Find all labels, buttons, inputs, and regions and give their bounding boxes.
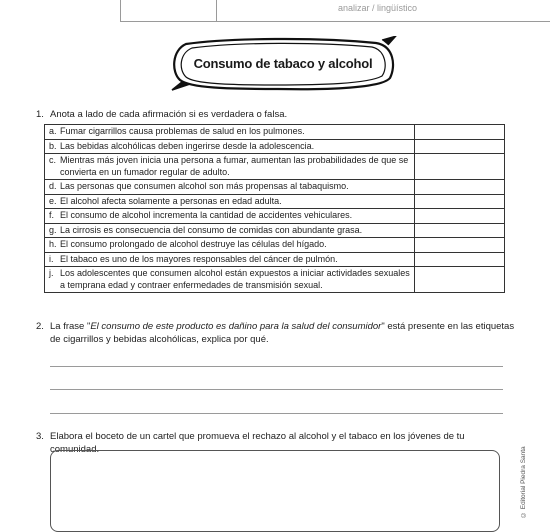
- question-text: Anota a lado de cada afirmación si es verdadera o falsa.: [50, 109, 288, 120]
- table-row: [45, 223, 505, 238]
- statement-cell: [45, 125, 415, 140]
- table-row: [45, 154, 505, 180]
- title-banner: [168, 36, 398, 92]
- table-row: [45, 252, 505, 267]
- question-suffix: " está presente en las etiquetas de cigarrillos y bebidas alcohólicas, explica por qué.: [50, 321, 515, 345]
- statement-letter: a.: [49, 126, 57, 136]
- table-row: [45, 238, 505, 253]
- header-column-divider: [120, 0, 121, 21]
- statement-cell: [45, 209, 415, 224]
- statement-text: Las bebidas alcohólicas deben ingerirse desde la adolescencia.: [60, 140, 315, 151]
- answer-cell[interactable]: [415, 209, 505, 224]
- statement-text: Fumar cigarrillos causa problemas de salud en los pulmones.: [60, 126, 305, 136]
- answer-cell[interactable]: [415, 223, 505, 238]
- true-false-table: [44, 124, 505, 293]
- statement-letter: d.: [49, 181, 57, 191]
- statement-letter: b.: [49, 140, 57, 151]
- statement-cell: [45, 180, 415, 195]
- statement-text: Mientras más joven inicia una persona a fumar, aumentan las probabilidades de que se convierta en un fumador regular de adulto.: [60, 155, 409, 177]
- answer-cell[interactable]: [415, 139, 505, 154]
- table-row: [45, 125, 505, 140]
- statement-letter: g.: [49, 224, 57, 235]
- header-column-divider: [216, 0, 217, 21]
- answer-cell[interactable]: [415, 252, 505, 267]
- statement-letter: e.: [49, 195, 57, 206]
- answer-cell[interactable]: [415, 154, 505, 180]
- header-strip: [0, 0, 550, 22]
- question-number: 2.: [36, 321, 44, 332]
- question-number: 3.: [36, 431, 44, 442]
- statement-letter: j.: [49, 268, 54, 278]
- statement-letter: h.: [49, 239, 57, 249]
- answer-cell[interactable]: [415, 125, 505, 140]
- answer-line[interactable]: [50, 366, 503, 367]
- question-prefix: La frase ": [50, 321, 91, 332]
- statement-cell: [45, 154, 415, 180]
- statement-text: La cirrosis es consecuencia del consumo de comidas con abundante grasa.: [60, 224, 363, 235]
- header-note: analizar / lingüístico: [338, 3, 418, 13]
- page-title: Consumo de tabaco y alcohol: [193, 56, 373, 71]
- statement-letter: i.: [49, 253, 54, 264]
- statement-cell: [45, 238, 415, 253]
- answer-line[interactable]: [50, 413, 503, 414]
- answer-line[interactable]: [50, 389, 503, 390]
- answer-cell[interactable]: [415, 180, 505, 195]
- statement-cell: [45, 267, 415, 293]
- table-row: [45, 194, 505, 209]
- header-divider: [120, 21, 550, 22]
- table-row: [45, 267, 505, 293]
- poster-drawing-area[interactable]: [50, 450, 500, 532]
- statement-cell: [45, 194, 415, 209]
- table-row: [45, 209, 505, 224]
- question-text: Elabora el boceto de un cartel que promueva el rechazo al alcohol y el tabaco en los jóvenes de tu comunidad.: [50, 431, 465, 455]
- answer-cell[interactable]: [415, 194, 505, 209]
- statement-text: Los adolescentes que consumen alcohol están expuestos a iniciar actividades sexuales a temprana edad y contraer enfermedades de transmisión sexual.: [60, 268, 410, 290]
- answer-cell[interactable]: [415, 267, 505, 293]
- statement-cell: [45, 252, 415, 267]
- table-row: [45, 139, 505, 154]
- answer-cell[interactable]: [415, 238, 505, 253]
- statement-text: El consumo prolongado de alcohol destruye las células del hígado.: [60, 239, 327, 249]
- question-text: [50, 320, 520, 346]
- question-number: 1.: [36, 109, 44, 120]
- statement-letter: f.: [49, 210, 55, 220]
- statement-text: El consumo de alcohol incrementa la cantidad de accidentes vehiculares.: [60, 210, 353, 220]
- statement-text: Las personas que consumen alcohol son más propensas al tabaquismo.: [60, 181, 349, 191]
- quoted-phrase: El consumo de este producto es dañino para la salud del consumidor: [90, 321, 382, 332]
- copyright-note: © Editorial Piedra Santa: [520, 446, 527, 518]
- statement-text: El alcohol afecta solamente a personas en edad adulta.: [60, 195, 282, 206]
- statement-cell: [45, 139, 415, 154]
- table-row: [45, 180, 505, 195]
- statement-cell: [45, 223, 415, 238]
- statement-text: El tabaco es uno de los mayores responsables del cáncer de pulmón.: [60, 253, 338, 264]
- statement-letter: c.: [49, 155, 57, 165]
